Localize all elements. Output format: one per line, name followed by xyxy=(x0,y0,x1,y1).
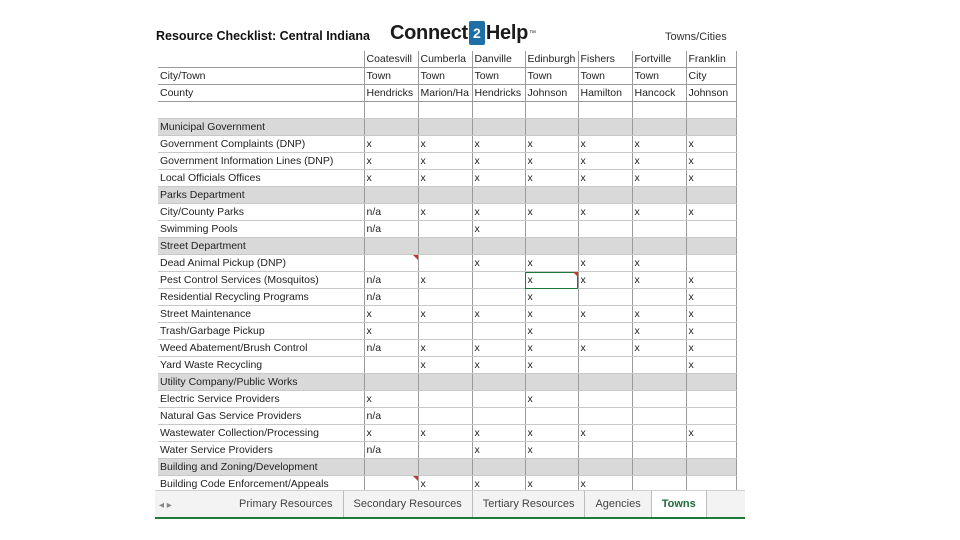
resource-label[interactable]: Natural Gas Service Providers xyxy=(158,408,364,425)
blank-cell[interactable] xyxy=(686,102,736,119)
table-row xyxy=(158,170,736,187)
grid-cell[interactable] xyxy=(525,119,578,136)
grid-cell[interactable] xyxy=(364,459,418,476)
grid-cell[interactable]: x xyxy=(686,153,736,170)
table-row xyxy=(158,272,736,289)
cell-type-fishers[interactable]: Town xyxy=(578,68,632,85)
grid-cell[interactable] xyxy=(364,119,418,136)
grid-cell[interactable]: x xyxy=(525,323,578,340)
resource-label[interactable]: Trash/Garbage Pickup xyxy=(158,323,364,340)
grid-cell[interactable]: x xyxy=(686,136,736,153)
section-label[interactable]: Utility Company/Public Works xyxy=(158,374,364,391)
grid-cell[interactable] xyxy=(686,408,736,425)
resource-label[interactable]: Government Information Lines (DNP) xyxy=(158,153,364,170)
grid-cell[interactable]: x xyxy=(364,306,418,323)
grid-cell[interactable] xyxy=(364,357,418,374)
grid-cell[interactable] xyxy=(472,272,525,289)
header-row-town-names xyxy=(158,51,736,68)
logo-two-badge: 2 xyxy=(469,21,485,45)
grid-cell[interactable] xyxy=(632,374,686,391)
blank-cell[interactable] xyxy=(418,102,472,119)
sheet-tab-bar xyxy=(155,490,745,519)
grid-cell[interactable]: x xyxy=(525,442,578,459)
resource-label[interactable]: Street Maintenance xyxy=(158,306,364,323)
grid-cell[interactable]: x xyxy=(632,306,686,323)
grid-cell[interactable] xyxy=(686,187,736,204)
resource-label[interactable]: Electric Service Providers xyxy=(158,391,364,408)
blank-cell[interactable] xyxy=(158,102,364,119)
grid-cell[interactable]: x xyxy=(525,289,578,306)
grid-cell[interactable] xyxy=(418,391,472,408)
grid-cell[interactable]: x xyxy=(525,136,578,153)
table-row xyxy=(158,204,736,221)
logo-trademark: ™ xyxy=(529,29,537,37)
grid-cell[interactable]: x xyxy=(364,136,418,153)
grid-cell[interactable]: x xyxy=(472,476,525,493)
resource-label[interactable]: Pest Control Services (Mosquitos) xyxy=(158,272,364,289)
section-row xyxy=(158,374,736,391)
grid-cell[interactable] xyxy=(364,187,418,204)
grid-cell[interactable] xyxy=(472,323,525,340)
grid-cell[interactable]: x xyxy=(472,221,525,238)
grid-cell[interactable]: x xyxy=(472,442,525,459)
grid-cell[interactable]: x xyxy=(525,391,578,408)
table-row xyxy=(158,221,736,238)
grid-cell[interactable] xyxy=(525,408,578,425)
grid-cell[interactable] xyxy=(632,289,686,306)
cell-type-edinburgh[interactable]: Town xyxy=(525,68,578,85)
cell-county-danville[interactable]: Hendricks xyxy=(472,85,525,102)
grid-cell[interactable]: x xyxy=(418,306,472,323)
grid-cell[interactable] xyxy=(578,289,632,306)
grid-cell[interactable]: x xyxy=(525,272,578,289)
cell-county-cumberla[interactable]: Marion/Ha xyxy=(418,85,472,102)
tab-secondary-resources[interactable]: Secondary Resources xyxy=(344,491,473,517)
grid-cell[interactable] xyxy=(418,255,472,272)
row-label[interactable]: County xyxy=(158,85,364,102)
resource-label[interactable]: Local Officials Offices xyxy=(158,170,364,187)
table-row xyxy=(158,289,736,306)
grid-cell[interactable]: x xyxy=(418,136,472,153)
grid-cell[interactable] xyxy=(632,238,686,255)
blank-cell[interactable] xyxy=(472,102,525,119)
grid-cell[interactable]: x xyxy=(418,425,472,442)
table-row xyxy=(158,340,736,357)
resource-label[interactable]: Weed Abatement/Brush Control xyxy=(158,340,364,357)
grid-cell[interactable]: x xyxy=(686,340,736,357)
grid-cell[interactable] xyxy=(578,357,632,374)
grid-cell[interactable]: x xyxy=(686,204,736,221)
logo-word-help: Help xyxy=(485,21,529,44)
grid-cell[interactable]: n/a xyxy=(364,340,418,357)
grid-cell[interactable] xyxy=(472,187,525,204)
tab-primary-resources[interactable]: Primary Resources xyxy=(229,491,344,517)
grid-cell[interactable] xyxy=(686,255,736,272)
section-row xyxy=(158,238,736,255)
table-row xyxy=(158,408,736,425)
grid-cell[interactable]: x xyxy=(632,170,686,187)
grid-cell[interactable] xyxy=(578,119,632,136)
tab-tertiary-resources[interactable]: Tertiary Resources xyxy=(473,491,586,517)
grid-cell[interactable]: x xyxy=(578,170,632,187)
table-row xyxy=(158,442,736,459)
tab-towns[interactable]: Towns xyxy=(652,491,707,519)
grid-cell[interactable]: n/a xyxy=(364,408,418,425)
grid-cell[interactable] xyxy=(686,442,736,459)
cell-type-fortville[interactable]: Town xyxy=(632,68,686,85)
grid-cell[interactable] xyxy=(578,187,632,204)
grid-cell[interactable] xyxy=(418,221,472,238)
resource-label[interactable]: Dead Animal Pickup (DNP) xyxy=(158,255,364,272)
grid-cell[interactable]: x xyxy=(578,425,632,442)
sheet-title: Resource Checklist: Central Indiana xyxy=(156,29,370,43)
grid-cell[interactable]: x xyxy=(525,306,578,323)
grid-cell[interactable]: x xyxy=(472,306,525,323)
active-tab-underline xyxy=(155,517,745,519)
grid-cell[interactable] xyxy=(686,238,736,255)
resource-label[interactable]: Residential Recycling Programs xyxy=(158,289,364,306)
grid-cell[interactable] xyxy=(472,289,525,306)
grid-cell[interactable] xyxy=(632,442,686,459)
cell-name-fortville[interactable]: Fortville xyxy=(632,51,686,68)
grid-cell[interactable] xyxy=(472,374,525,391)
grid-cell[interactable]: x xyxy=(686,425,736,442)
cell-county-fortville[interactable]: Hancock xyxy=(632,85,686,102)
grid-cell[interactable]: x xyxy=(578,306,632,323)
grid-cell[interactable]: x xyxy=(686,289,736,306)
grid-cell[interactable]: n/a xyxy=(364,272,418,289)
grid-cell[interactable]: x xyxy=(686,323,736,340)
grid-cell[interactable] xyxy=(632,357,686,374)
grid-cell[interactable]: x xyxy=(364,391,418,408)
grid-cell[interactable]: x xyxy=(686,306,736,323)
grid-cell[interactable] xyxy=(578,408,632,425)
grid-cell[interactable] xyxy=(472,459,525,476)
grid-cell[interactable] xyxy=(686,221,736,238)
grid-cell[interactable]: x xyxy=(632,323,686,340)
grid-cell[interactable]: x xyxy=(418,272,472,289)
grid-cell[interactable] xyxy=(364,238,418,255)
grid-cell[interactable]: x xyxy=(525,170,578,187)
table-row xyxy=(158,153,736,170)
grid-cell[interactable]: x xyxy=(472,340,525,357)
grid-cell[interactable] xyxy=(418,238,472,255)
grid-cell[interactable]: x xyxy=(686,272,736,289)
grid-cell[interactable] xyxy=(578,391,632,408)
table-row xyxy=(158,391,736,408)
grid-cell[interactable]: x xyxy=(364,170,418,187)
grid-cell[interactable]: x xyxy=(418,357,472,374)
grid-cell[interactable] xyxy=(632,459,686,476)
grid-cell[interactable]: x xyxy=(472,425,525,442)
blank-row xyxy=(158,102,736,119)
grid-cell[interactable] xyxy=(578,238,632,255)
header-row-city-town xyxy=(158,68,736,85)
cell-name-danville[interactable]: Danville xyxy=(472,51,525,68)
blank-cell[interactable] xyxy=(578,102,632,119)
grid-cell[interactable]: x xyxy=(578,340,632,357)
section-label[interactable]: Parks Department xyxy=(158,187,364,204)
resource-label[interactable]: Government Complaints (DNP) xyxy=(158,136,364,153)
table-row xyxy=(158,136,736,153)
grid-cell[interactable]: x xyxy=(418,170,472,187)
grid-cell[interactable]: x xyxy=(578,204,632,221)
grid-cell[interactable] xyxy=(578,442,632,459)
grid-cell[interactable] xyxy=(686,374,736,391)
cell-county-coatesvill[interactable]: Hendricks xyxy=(364,85,418,102)
grid-cell[interactable]: x xyxy=(418,340,472,357)
cell-county-edinburgh[interactable]: Johnson xyxy=(525,85,578,102)
grid-cell[interactable]: x xyxy=(472,204,525,221)
grid-cell[interactable]: x xyxy=(472,170,525,187)
grid-cell[interactable]: x xyxy=(418,476,472,493)
grid-cell[interactable] xyxy=(364,374,418,391)
blank-cell[interactable] xyxy=(632,102,686,119)
grid-cell[interactable]: x xyxy=(632,153,686,170)
grid-cell[interactable] xyxy=(632,391,686,408)
grid-cell[interactable] xyxy=(632,119,686,136)
section-row xyxy=(158,119,736,136)
grid-cell[interactable]: x xyxy=(686,170,736,187)
grid-cell[interactable] xyxy=(418,119,472,136)
grid-cell[interactable] xyxy=(578,221,632,238)
grid-cell[interactable]: x xyxy=(525,255,578,272)
grid-cell[interactable] xyxy=(632,221,686,238)
grid-cell[interactable]: x xyxy=(525,340,578,357)
grid-cell[interactable]: x xyxy=(525,425,578,442)
grid-cell[interactable] xyxy=(418,289,472,306)
grid-cell[interactable] xyxy=(525,238,578,255)
grid-cell[interactable] xyxy=(578,323,632,340)
header-row-county xyxy=(158,85,736,102)
grid-cell[interactable]: x xyxy=(472,357,525,374)
table-row xyxy=(158,425,736,442)
cell-county-fishers[interactable]: Hamilton xyxy=(578,85,632,102)
row-label[interactable]: City/Town xyxy=(158,68,364,85)
grid-cell[interactable]: x xyxy=(632,340,686,357)
connect2help-logo xyxy=(390,20,536,46)
section-row xyxy=(158,187,736,204)
grid-cell[interactable] xyxy=(418,187,472,204)
table-row xyxy=(158,306,736,323)
resource-label[interactable]: Yard Waste Recycling xyxy=(158,357,364,374)
grid-cell[interactable]: x xyxy=(632,272,686,289)
grid-cell[interactable]: x xyxy=(418,204,472,221)
grid-cell[interactable]: x xyxy=(472,255,525,272)
grid-cell[interactable] xyxy=(472,119,525,136)
tab-scroll-arrows[interactable]: ◂ ▸ xyxy=(159,499,172,511)
grid-cell[interactable]: n/a xyxy=(364,289,418,306)
tab-agencies[interactable]: Agencies xyxy=(585,491,651,517)
grid-cell[interactable]: x xyxy=(525,476,578,493)
resource-label[interactable]: City/County Parks xyxy=(158,204,364,221)
grid-cell[interactable]: x xyxy=(578,476,632,493)
cell-county-franklin[interactable]: Johnson xyxy=(686,85,736,102)
cell-name-fishers[interactable]: Fishers xyxy=(578,51,632,68)
blank-cell[interactable] xyxy=(364,102,418,119)
resource-label[interactable]: Swimming Pools xyxy=(158,221,364,238)
grid-cell[interactable] xyxy=(632,425,686,442)
blank-cell[interactable] xyxy=(525,102,578,119)
grid-cell[interactable]: x xyxy=(578,136,632,153)
grid-cell[interactable] xyxy=(364,255,418,272)
grid-cell[interactable]: x xyxy=(632,255,686,272)
grid-cell[interactable] xyxy=(686,459,736,476)
grid-cell[interactable]: n/a xyxy=(364,204,418,221)
grid-cell[interactable]: x xyxy=(472,136,525,153)
logo-word-connect: Connect xyxy=(390,21,468,44)
grid-cell[interactable]: x xyxy=(364,425,418,442)
grid-cell[interactable]: x xyxy=(525,204,578,221)
grid-cell[interactable]: x xyxy=(686,357,736,374)
grid-cell[interactable] xyxy=(525,459,578,476)
grid-cell[interactable]: x xyxy=(472,153,525,170)
grid-cell[interactable]: x xyxy=(364,323,418,340)
grid-cell[interactable] xyxy=(578,459,632,476)
grid-cell[interactable] xyxy=(578,374,632,391)
cell-name-edinburgh[interactable]: Edinburgh xyxy=(525,51,578,68)
table-row xyxy=(158,255,736,272)
cell-type-coatesvill[interactable]: Town xyxy=(364,68,418,85)
grid-cell[interactable]: x xyxy=(578,153,632,170)
grid-cell[interactable]: n/a xyxy=(364,221,418,238)
section-label[interactable]: Street Department xyxy=(158,238,364,255)
grid-cell[interactable] xyxy=(418,459,472,476)
table-row xyxy=(158,357,736,374)
cell-type-danville[interactable]: Town xyxy=(472,68,525,85)
grid-cell[interactable]: x xyxy=(578,272,632,289)
cell-name-coatesvill[interactable]: Coatesvill xyxy=(364,51,418,68)
grid-cell[interactable] xyxy=(472,408,525,425)
grid-cell[interactable] xyxy=(686,391,736,408)
section-label[interactable]: Municipal Government xyxy=(158,119,364,136)
grid-cell[interactable]: n/a xyxy=(364,442,418,459)
grid-cell[interactable] xyxy=(418,323,472,340)
grid-cell[interactable] xyxy=(418,442,472,459)
section-label[interactable]: Building and Zoning/Development xyxy=(158,459,364,476)
sheet-corner-label: Towns/Cities xyxy=(665,31,727,43)
section-row xyxy=(158,459,736,476)
resource-label[interactable]: Building Code Enforcement/Appeals xyxy=(158,476,364,493)
grid-cell[interactable] xyxy=(472,238,525,255)
grid-cell[interactable]: x xyxy=(525,357,578,374)
resource-label[interactable]: Wastewater Collection/Processing xyxy=(158,425,364,442)
table-row xyxy=(158,323,736,340)
grid-cell[interactable]: x xyxy=(525,153,578,170)
grid-cell[interactable] xyxy=(632,187,686,204)
grid-cell[interactable] xyxy=(418,374,472,391)
cell-type-cumberla[interactable]: Town xyxy=(418,68,472,85)
cell-name-franklin[interactable]: Franklin xyxy=(686,51,736,68)
grid-cell[interactable]: x xyxy=(364,153,418,170)
grid-cell[interactable]: x xyxy=(632,136,686,153)
resource-label[interactable]: Water Service Providers xyxy=(158,442,364,459)
grid-cell[interactable] xyxy=(525,221,578,238)
cell-type-franklin[interactable]: City xyxy=(686,68,736,85)
resource-grid xyxy=(158,51,737,493)
cell-name-cumberla[interactable]: Cumberla xyxy=(418,51,472,68)
grid-cell[interactable] xyxy=(525,187,578,204)
grid-cell[interactable] xyxy=(525,374,578,391)
grid-cell[interactable] xyxy=(686,119,736,136)
grid-cell[interactable] xyxy=(418,408,472,425)
grid-cell[interactable] xyxy=(632,408,686,425)
grid-cell[interactable]: x xyxy=(632,204,686,221)
grid-cell[interactable] xyxy=(472,391,525,408)
row-label[interactable] xyxy=(158,51,364,68)
grid-cell[interactable]: x xyxy=(578,255,632,272)
grid-cell[interactable]: x xyxy=(418,153,472,170)
